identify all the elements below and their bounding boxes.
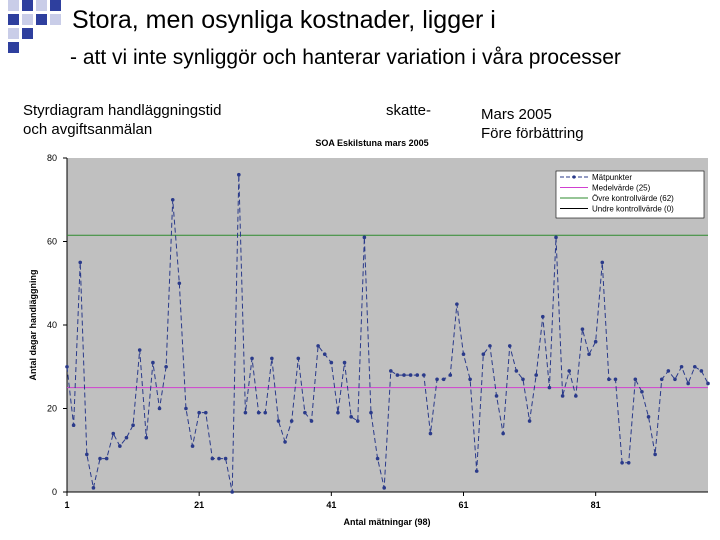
x-tick-label: 81 [590,500,601,510]
legend-label: Medelvärde (25) [592,183,651,193]
data-point [217,457,221,461]
chart-caption-line: och avgiftsanmälan [23,121,153,138]
data-point [607,377,611,381]
data-point [164,365,168,369]
chart-caption-line: Styrdiagram handläggningstid [23,102,222,119]
legend-label: Undre kontrollvärde (0) [592,204,674,214]
y-tick-label: 80 [46,153,57,163]
data-point [197,411,201,415]
data-point [574,394,578,398]
data-point [250,357,254,361]
data-point [409,373,413,377]
x-tick-label: 1 [64,500,70,510]
data-point [634,377,638,381]
data-point [521,377,525,381]
data-point [72,423,76,427]
data-point [528,419,532,423]
y-tick-label: 60 [46,236,57,247]
data-point [448,373,452,377]
data-point [171,198,175,202]
y-tick-label: 0 [51,487,57,497]
data-point [237,173,241,177]
data-point [541,315,545,319]
legend-label: Övre kontrollvärde (62) [592,194,674,203]
data-point [78,261,82,265]
data-point [435,377,439,381]
data-point [323,352,327,356]
data-point [118,444,122,448]
data-point [191,444,195,448]
data-point [369,411,373,415]
data-point [92,486,96,490]
data-point [310,419,314,423]
chart-title: SOA Eskilstuna mars 2005 [315,138,429,148]
data-point [495,394,499,398]
x-tick-label: 61 [458,500,469,510]
chart-caption-line: Före förbättring [481,125,584,142]
data-point [257,411,261,415]
data-point [290,419,294,423]
data-point [303,411,307,415]
data-point [330,361,334,365]
data-point [98,457,102,461]
data-point [581,327,585,331]
data-point [706,382,710,386]
data-point [515,369,519,373]
data-point [700,369,704,373]
data-point [686,382,690,386]
slide-subtitle: - att vi inte synliggör och hanterar variation i våra processer [70,46,621,69]
data-point [244,411,248,415]
data-point [554,236,558,240]
data-point [144,436,148,440]
data-point [356,419,360,423]
data-point [396,373,400,377]
data-point [224,457,228,461]
data-point [125,436,129,440]
data-point [316,344,320,348]
data-point [270,357,274,361]
data-point [111,432,115,436]
data-point [283,440,287,444]
slide-title: Stora, men osynliga kostnader, ligger i [72,6,496,34]
data-point [415,373,419,377]
data-point [131,423,135,427]
chart-caption-line: Mars 2005 [481,106,552,123]
data-point [105,457,109,461]
data-point [85,453,89,457]
data-point [343,361,347,365]
data-point [422,373,426,377]
data-point [376,457,380,461]
data-point [693,365,697,369]
data-point [667,369,671,373]
x-tick-label: 21 [194,500,205,510]
data-point [65,365,69,369]
data-point [455,302,459,306]
data-point [567,369,571,373]
y-tick-label: 40 [46,320,57,330]
y-tick-label: 20 [46,403,57,414]
data-point [501,432,505,436]
data-point [402,373,406,377]
data-point [600,261,604,265]
data-point [620,461,624,465]
data-point [508,344,512,348]
data-point [673,377,677,381]
data-point [296,357,300,361]
data-point [211,457,215,461]
data-point [263,411,267,415]
legend-label: Mätpunkter [592,173,633,182]
data-point [138,348,142,352]
data-point [482,352,486,356]
y-axis-label: Antal dagar handläggning [28,269,38,381]
data-point [151,361,155,365]
data-point [594,340,598,344]
data-point [614,377,618,381]
data-point [640,390,644,394]
data-point [349,415,353,419]
data-point [178,281,182,285]
x-axis-label: Antal mätningar (98) [343,517,431,527]
data-point [382,486,386,490]
data-point [363,236,367,240]
legend-marker [572,175,575,178]
data-point [653,453,657,457]
data-point [429,432,433,436]
data-point [462,352,466,356]
data-point [647,415,651,419]
data-point [680,365,684,369]
data-point [561,394,565,398]
data-point [230,490,234,494]
data-point [475,469,479,473]
data-point [488,344,492,348]
data-point [184,407,188,411]
x-tick-label: 41 [326,500,337,510]
data-point [442,377,446,381]
data-point [468,377,472,381]
data-point [336,411,340,415]
data-point [158,407,162,411]
data-point [627,461,631,465]
data-point [277,419,281,423]
data-point [660,377,664,381]
data-point [204,411,208,415]
data-point [534,373,538,377]
data-point [587,352,591,356]
chart-caption-mid: skatte- [386,102,432,119]
data-point [548,386,552,390]
data-point [389,369,393,373]
